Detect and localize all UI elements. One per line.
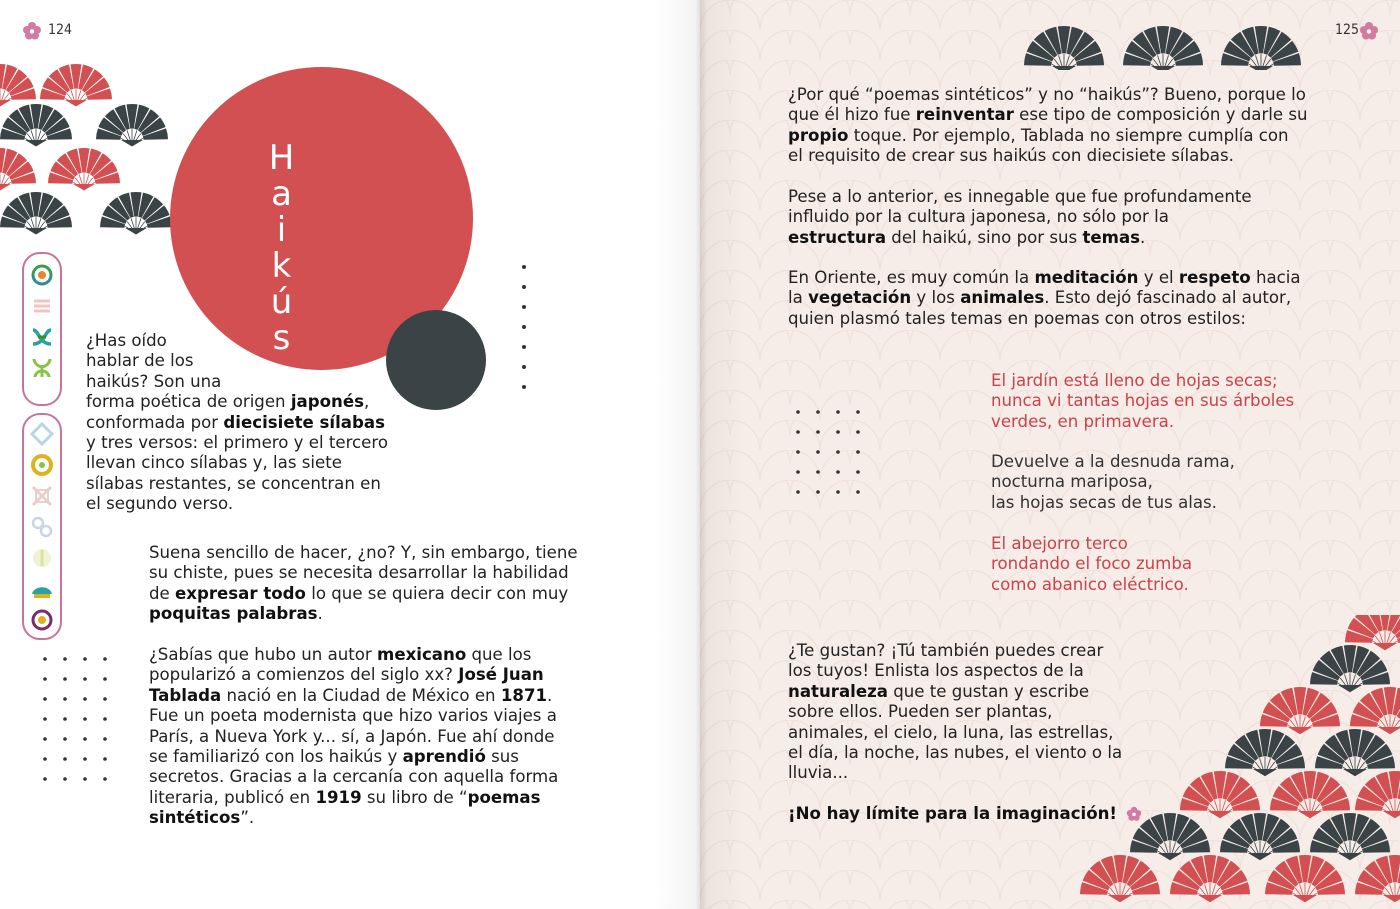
dot bbox=[816, 490, 820, 494]
fan-row bbox=[1020, 20, 1310, 70]
dot bbox=[63, 737, 67, 741]
dot bbox=[63, 757, 67, 761]
dot bbox=[836, 450, 840, 454]
fan-icon bbox=[1080, 855, 1160, 902]
title-letter: a bbox=[271, 174, 293, 214]
poem-line: El abejorro terco bbox=[991, 534, 1128, 553]
title-letter: H bbox=[268, 138, 296, 178]
aztec-glyph-icon bbox=[29, 421, 55, 447]
body-paragraph-1: ¿Por qué “poemas sintéticos” y no “haikús”? Bueno, porque lo que él hizo fue reinventar ese tipo de composición y darle su propio toque. Por ejemplo, Tablada no siempre cumplía con el requisito de crear sus haikús con diecisiete sílabas. bbox=[788, 85, 1308, 166]
fan-icon bbox=[48, 148, 120, 190]
poem-line: nunca vi tantas hojas en sus árboles bbox=[991, 391, 1295, 411]
fan-icon bbox=[1310, 813, 1390, 860]
fan-icon bbox=[100, 192, 172, 234]
fan-icon bbox=[1345, 615, 1400, 650]
dot bbox=[43, 717, 47, 721]
poem-line: nocturna mariposa, bbox=[991, 472, 1153, 492]
aztec-glyph-icon bbox=[29, 324, 55, 350]
fan-icon bbox=[0, 148, 36, 190]
fan-icon bbox=[1221, 26, 1301, 70]
dot bbox=[103, 677, 107, 681]
fan-icon bbox=[1315, 729, 1395, 776]
dot-grid bbox=[793, 407, 873, 502]
dot bbox=[836, 470, 840, 474]
fan-icon bbox=[0, 64, 36, 106]
dot bbox=[43, 697, 47, 701]
dot bbox=[63, 697, 67, 701]
fan-icon bbox=[96, 104, 168, 146]
dot bbox=[63, 677, 67, 681]
poem-line: Devuelve a la desnuda rama, bbox=[991, 452, 1235, 471]
dot bbox=[856, 430, 860, 434]
dot bbox=[103, 757, 107, 761]
aztec-glyph-icon bbox=[29, 514, 55, 540]
dot bbox=[83, 717, 87, 721]
poem-line: El jardín está lleno de hojas secas; bbox=[991, 371, 1278, 390]
body-paragraph-2: Pese a lo anterior, es innegable que fue profundamente influido por la cultura japonesa, no sólo por la estructura del haikú, sino por sus temas. bbox=[788, 187, 1252, 247]
dot bbox=[796, 490, 800, 494]
fan-icon bbox=[1355, 771, 1400, 818]
dot bbox=[83, 677, 87, 681]
dot bbox=[816, 430, 820, 434]
fan-pattern bbox=[0, 60, 180, 240]
side-icon-bar-top bbox=[22, 252, 62, 406]
fan-icon bbox=[1260, 687, 1340, 734]
dot bbox=[83, 737, 87, 741]
fan-icon bbox=[1310, 645, 1390, 692]
aztec-glyph-icon bbox=[29, 452, 55, 478]
fan-icon bbox=[1220, 813, 1300, 860]
page-number: 124 bbox=[48, 22, 73, 38]
poem-line: rondando el foco zumba bbox=[991, 554, 1193, 574]
aztec-glyph-icon bbox=[29, 545, 55, 571]
fan-icon bbox=[1350, 687, 1400, 734]
fan-icon bbox=[1024, 26, 1104, 70]
dot bbox=[816, 410, 820, 414]
dot bbox=[856, 450, 860, 454]
page-number: 125 bbox=[1335, 22, 1360, 38]
poem-line: como abanico eléctrico. bbox=[991, 574, 1189, 594]
dot bbox=[856, 410, 860, 414]
aztec-glyph-icon bbox=[29, 483, 55, 509]
dot bbox=[43, 677, 47, 681]
dot bbox=[83, 697, 87, 701]
fan-icon bbox=[1225, 729, 1305, 776]
flower-icon bbox=[22, 21, 42, 41]
dot bbox=[796, 450, 800, 454]
body-paragraph-3: En Oriente, es muy común la meditación y el respeto hacia la vegetación y los animales. Esto dejó fascinado al autor, quien plasmó tales temas en poemas con otros estilos: bbox=[788, 268, 1301, 328]
dot bbox=[796, 410, 800, 414]
aztec-glyph-icon bbox=[29, 355, 55, 381]
poem-line: las hojas secas de tus alas. bbox=[991, 492, 1217, 512]
flower-icon bbox=[1126, 806, 1142, 822]
aztec-glyph-icon bbox=[29, 576, 55, 602]
dot bbox=[43, 657, 47, 661]
aztec-glyph-icon bbox=[29, 293, 55, 319]
fan-icon bbox=[40, 64, 112, 106]
haiku-poem-1 bbox=[991, 371, 1294, 432]
body-paragraph-3: ¿Sabías que hubo un autor mexicano que los popularizó a comienzos del siglo xx? José Juan Tablada nació en la Ciudad de México en 1871. Fue un poeta modernista que hizo varios viajes a París, a Nueva York y... sí, a Japón. Fue ahí donde se familiarizó con los haikús y aprendió sus secretos. Gracias a la cercanía con aquella forma literaria, publicó en 1919 su libro de “poemas sintéticos”. bbox=[149, 645, 559, 828]
dot-column bbox=[519, 262, 529, 392]
dot bbox=[836, 410, 840, 414]
body-paragraph-2: Suena sencillo de hacer, ¿no? Y, sin embargo, tiene su chiste, pues se necesita desarrollar la habilidad de expresar todo lo que se quiera decir con muy poquitas palabras. bbox=[149, 543, 578, 624]
aztec-glyph-icon bbox=[29, 262, 55, 288]
body-paragraph-4: ¿Te gustan? ¡Tú también puedes crear los tuyos! Enlista los aspectos de la naturaleza que te gustan y escribe sobre ellos. Pueden ser plantas, animales, el cielo, la luna, las estrellas, el día, la noche, las nubes, el viento o la lluvia... bbox=[788, 641, 1123, 783]
page-title bbox=[262, 140, 302, 356]
dot bbox=[796, 470, 800, 474]
fan-icon bbox=[1355, 855, 1400, 902]
dot bbox=[63, 657, 67, 661]
fan-icon bbox=[0, 192, 72, 234]
dot bbox=[816, 450, 820, 454]
haiku-poem-2 bbox=[991, 452, 1235, 513]
fan-icon bbox=[0, 104, 72, 146]
dot-grid bbox=[40, 654, 120, 784]
dot bbox=[83, 757, 87, 761]
dot bbox=[83, 777, 87, 781]
dot bbox=[43, 757, 47, 761]
dot bbox=[43, 737, 47, 741]
dot bbox=[103, 737, 107, 741]
dot bbox=[103, 717, 107, 721]
title-letter: s bbox=[272, 318, 292, 358]
dot bbox=[103, 657, 107, 661]
dot bbox=[43, 777, 47, 781]
fan-icon bbox=[1265, 855, 1345, 902]
title-letter: ú bbox=[270, 282, 294, 322]
title-letter: k bbox=[271, 246, 293, 286]
dot bbox=[836, 490, 840, 494]
dot bbox=[103, 777, 107, 781]
dot bbox=[796, 430, 800, 434]
dot bbox=[103, 697, 107, 701]
dot bbox=[63, 717, 67, 721]
dot bbox=[856, 470, 860, 474]
flower-icon bbox=[1359, 21, 1379, 41]
dot bbox=[83, 657, 87, 661]
haiku-poem-3 bbox=[991, 534, 1192, 595]
dot bbox=[63, 777, 67, 781]
closing-line: ¡No hay límite para la imaginación! bbox=[788, 804, 1208, 824]
fan-icon bbox=[1170, 855, 1250, 902]
poem-line: verdes, en primavera. bbox=[991, 411, 1175, 431]
title-letter: i bbox=[276, 210, 288, 250]
fan-icon bbox=[1123, 26, 1203, 70]
dot bbox=[816, 470, 820, 474]
intro-paragraph: ¿Has oído hablar de los haikús? Son una forma poética de origen japonés, conformada por diecisiete sílabas y tres versos: el primero y el tercero llevan cinco sílabas y, las siete sílabas restantes, se concentran en el segundo verso. bbox=[86, 331, 388, 514]
fan-icon bbox=[1270, 771, 1350, 818]
side-icon-bar-bottom bbox=[22, 413, 62, 640]
dot bbox=[836, 430, 840, 434]
aztec-glyph-icon bbox=[29, 607, 55, 633]
dot bbox=[856, 490, 860, 494]
